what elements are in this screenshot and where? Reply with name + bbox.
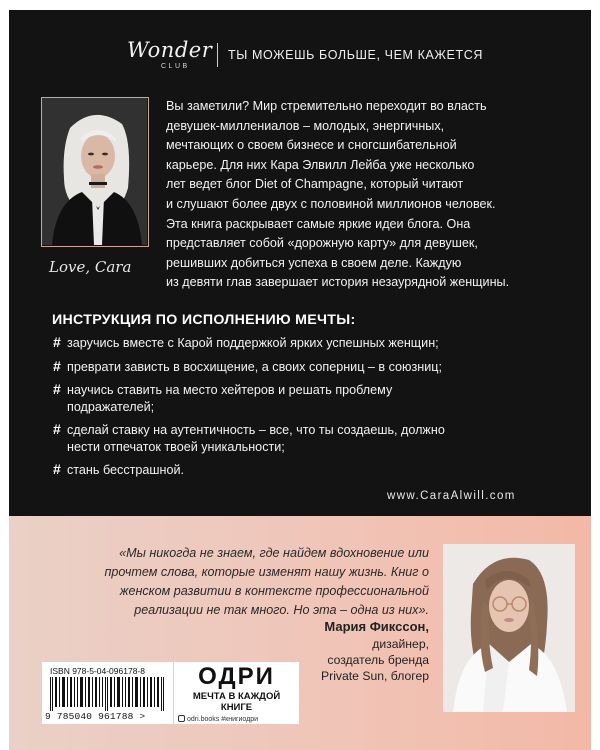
publisher-block [174, 662, 299, 724]
publisher-social [178, 715, 298, 723]
author-signature: Love, Cara [49, 258, 132, 276]
author-portrait-image [42, 98, 147, 245]
barcode-bars [48, 677, 167, 711]
quote-author-name: Мария Фикссон, [324, 619, 429, 634]
instruction-text: заручись вместе с Карой поддержкой ярких успешных женщин; [67, 336, 439, 350]
description-line: представляет собой «дорожную карту» для девушек, [166, 236, 478, 251]
book-back-cover [9, 10, 591, 750]
quote-author-role: дизайнер, [372, 637, 429, 651]
hashtag-icon: # [53, 421, 61, 437]
quote-author-role: создатель бренда [327, 653, 429, 667]
description-line: и слушают более двух с половиной миллионов человек. [166, 196, 496, 211]
endorser-photo [443, 544, 575, 712]
description-line: Эта книга раскрывает самые яркие идеи блога. Она [166, 216, 471, 231]
description-line: карьере. Для них Кара Элвилл Лейба уже несколько [166, 157, 475, 172]
instagram-icon [178, 715, 185, 722]
instruction-text: сделай ставку на аутентичность – все, что ты создаешь, должно нести отпечаток твоей уникальности; [67, 423, 445, 454]
brand-tagline: ТЫ МОЖЕШЬ БОЛЬШЕ, ЧЕМ КАЖЕТСЯ [228, 48, 483, 62]
endorsement-quote: «Мы никогда не знаем, где найдем вдохновение или прочтем слова, которые изменят нашу жизнь. Книг о женском развитии в контексте профессиональной реализации не так много. Но эта – одна из них». [104, 546, 429, 617]
logo-sub: CLUB [161, 63, 190, 70]
publisher-logo: ОДРИ [198, 663, 275, 690]
wonder-club-logo [127, 38, 217, 78]
barcode-digits: 9 785040 961788 > [45, 711, 146, 722]
isbn-number: ISBN 978-5-04-096178-8 [50, 666, 145, 676]
description-line: решивших добиться успеха в своем деле. Каждую [166, 255, 462, 270]
author-website: www.CaraAlwill.com [387, 490, 516, 502]
instruction-text: преврати зависть в восхищение, а своих соперниц – в союзниц; [67, 359, 442, 374]
description-line: из девяти глав завершает история незаурядной женщины. [166, 275, 510, 290]
logo-word: Wonder [127, 38, 213, 62]
instruction-item [53, 359, 553, 376]
publisher-tagline [174, 692, 299, 713]
instruction-item [53, 335, 553, 352]
hashtag-icon: # [53, 357, 61, 374]
description-line: лет ведет блог Diet of Champagne, который читают [166, 177, 464, 192]
book-description [166, 97, 571, 293]
publisher-tagline-line: МЕЧТА В КАЖДОЙ [192, 691, 281, 702]
hashtag-icon: # [53, 461, 61, 477]
instruction-item [53, 462, 553, 479]
instruction-item [53, 422, 473, 455]
brand-header [127, 38, 487, 78]
brand-divider [217, 43, 218, 67]
description-line: мечтающих о своем бизнесе и сногсшибательной [166, 138, 457, 153]
description-line: Вы заметили? Мир стремительно переходит во власть [166, 99, 487, 113]
publisher-social-text: odri.books #книгиодри [187, 716, 259, 723]
description-line: девушек-миллениалов – молодых, энергичных, [166, 118, 445, 133]
instructions-title: ИНСТРУКЦИЯ ПО ИСПОЛНЕНИЮ МЕЧТЫ: [52, 312, 356, 328]
instruction-text: научись ставить на место хейтеров и решать проблему подражателей; [67, 383, 393, 414]
quote-author-role: Private Sun, блогер [321, 669, 429, 683]
instructions-list [53, 335, 553, 486]
publisher-tagline-line: КНИГЕ [220, 701, 253, 713]
instruction-text: стань бесстрашной. [67, 463, 184, 477]
hashtag-icon: # [53, 381, 61, 397]
isbn-barcode [42, 662, 173, 724]
instruction-item [53, 382, 403, 415]
author-photo [41, 97, 149, 247]
hashtag-icon: # [53, 334, 61, 350]
